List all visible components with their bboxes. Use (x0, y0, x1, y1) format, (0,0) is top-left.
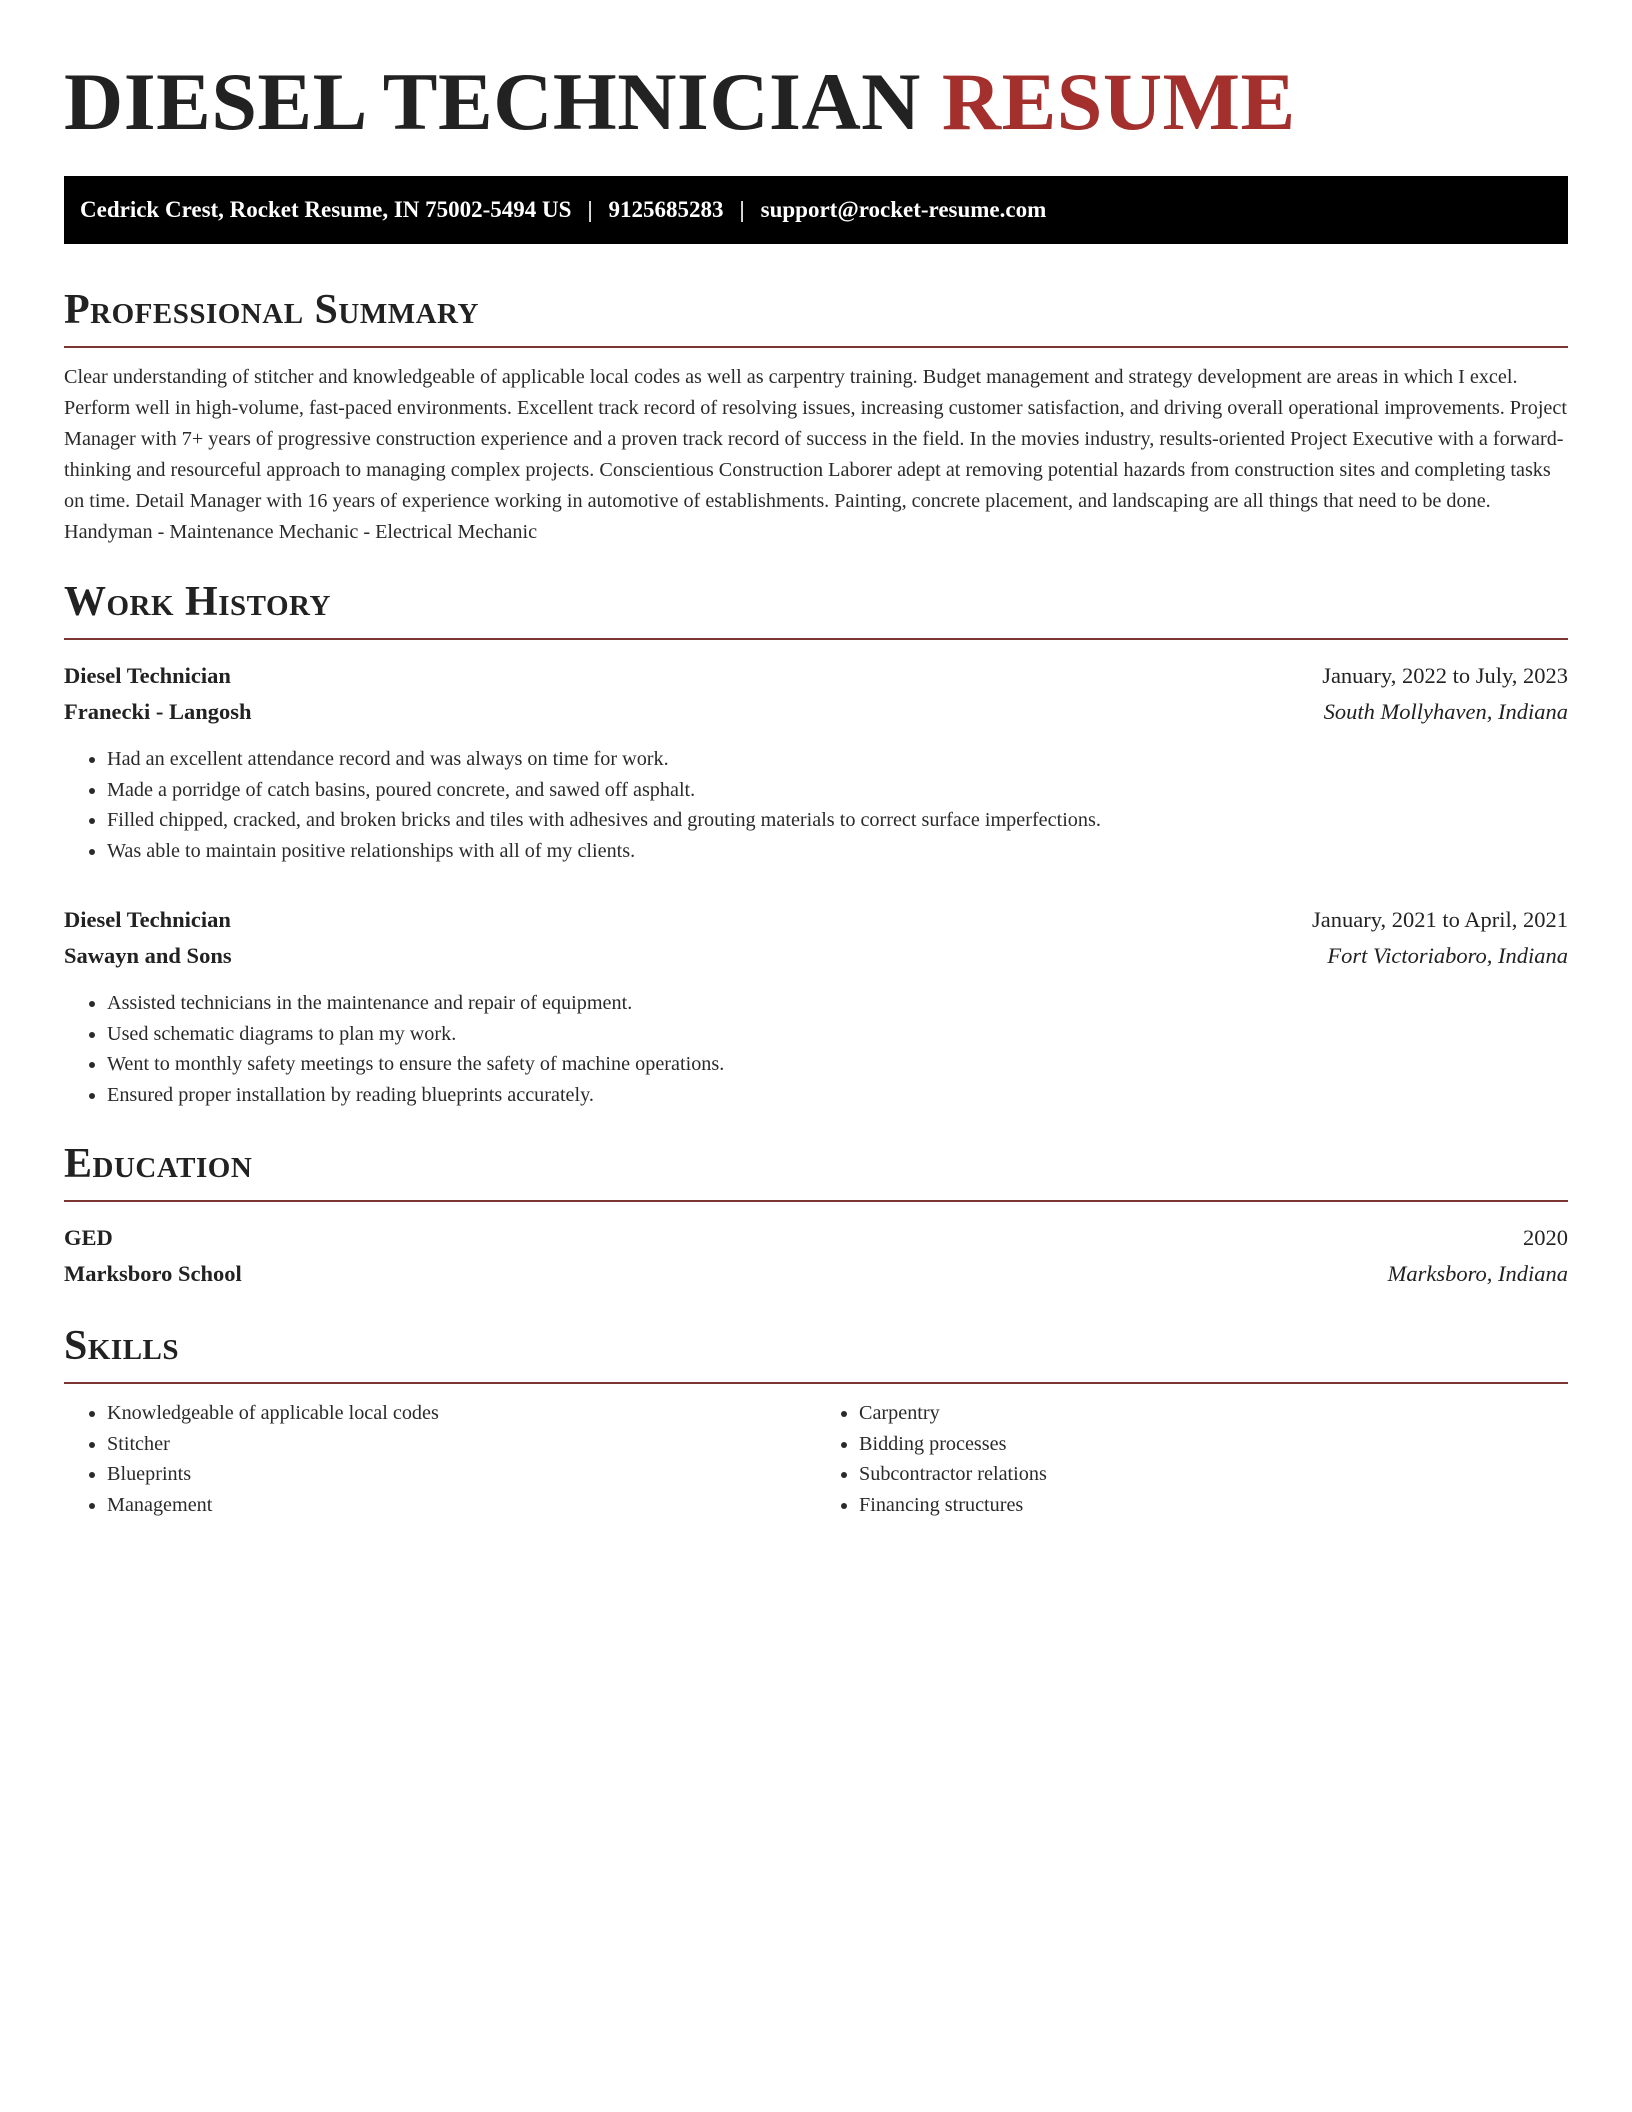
duty-item: • Ensured proper installation by reading blueprints accurately. (107, 1080, 1568, 1111)
skill-item: • Bidding processes (859, 1429, 1568, 1460)
duty-item: • Used schematic diagrams to plan my work. (107, 1019, 1568, 1050)
job-entry (64, 902, 1568, 1110)
contact-bar (64, 176, 1568, 244)
skill-item: • Subcontractor relations (859, 1459, 1568, 1490)
duty-item: • Filled chipped, cracked, and broken bricks and tiles with adhesives and grouting materials to correct surface imperfections. (107, 805, 1568, 836)
section-divider (64, 1200, 1568, 1202)
education-degree: GED (64, 1225, 113, 1250)
contact-phone: 9125685283 (608, 197, 724, 222)
section-divider (64, 638, 1568, 640)
contact-address: Cedrick Crest, Rocket Resume, IN 75002-5494 US (80, 197, 572, 222)
duty-item: • Went to monthly safety meetings to ensure the safety of machine operations. (107, 1049, 1568, 1080)
skill-item: • Financing structures (859, 1490, 1568, 1521)
skills-section (64, 1320, 1568, 1520)
contact-separator: | (739, 197, 745, 222)
education-section (64, 1138, 1568, 1292)
duty-item: • Assisted technicians in the maintenance and repair of equipment. (107, 988, 1568, 1019)
contact-separator: | (587, 197, 593, 222)
summary-text: Clear understanding of stitcher and knowledgeable of applicable local codes as well as carpentry training. Budget management and strategy development are areas in which I excel. Perform well in high-volume, fast-paced environments. Excellent track record of resolving issues, increasing customer satisfaction, and driving overall operational improvements. Project Manager with 7+ years of progressive construction experience and a proven track record of success in the field. In the movies industry, results-oriented Project Executive with a forward-thinking and resourceful approach to managing complex projects. Conscientious Construction Laborer adept at removing potential hazards from construction sites and completing tasks on time. Detail Manager with 16 years of experience working in automotive of establishments. Painting, concrete placement, and landscaping are all things that need to be done. Handyman - Maintenance Mechanic - Electrical Mechanic (64, 366, 1567, 543)
work-history-section (64, 576, 1568, 1110)
job-title: Diesel Technician (64, 663, 231, 688)
skills-grid (64, 1398, 1568, 1520)
skill-item: • Stitcher (107, 1429, 816, 1460)
duty-item: • Had an excellent attendance record and was always on time for work. (107, 744, 1568, 775)
section-divider (64, 346, 1568, 348)
job-title: Diesel Technician (64, 907, 231, 932)
skill-item: • Knowledgeable of applicable local codes (107, 1398, 816, 1429)
job-location: Fort Victoriaboro, Indiana (1327, 943, 1568, 968)
job-duties (64, 988, 1568, 1110)
work-history-heading: Work History (64, 579, 331, 625)
job-company: Franecki - Langosh (64, 699, 252, 724)
skills-column-right (816, 1398, 1568, 1520)
job-duties (64, 744, 1568, 866)
job-entry (64, 658, 1568, 866)
education-location: Marksboro, Indiana (1387, 1261, 1568, 1286)
skills-heading: Skills (64, 1323, 180, 1369)
section-divider (64, 1382, 1568, 1384)
skills-column-left (64, 1398, 816, 1520)
job-dates: January, 2021 to April, 2021 (1311, 907, 1568, 932)
job-location: South Mollyhaven, Indiana (1323, 699, 1568, 724)
education-school: Marksboro School (64, 1261, 242, 1286)
skill-item: • Management (107, 1490, 816, 1521)
education-year: 2020 (1523, 1225, 1568, 1250)
title-accent: RESUME (941, 56, 1296, 147)
education-heading: Education (64, 1141, 253, 1187)
resume-title (64, 0, 1568, 152)
summary-section (64, 284, 1568, 548)
education-entry (64, 1220, 1568, 1292)
skill-item: • Blueprints (107, 1459, 816, 1490)
job-dates: January, 2022 to July, 2023 (1322, 663, 1568, 688)
summary-heading: Professional Summary (64, 287, 479, 333)
contact-email: support@rocket-resume.com (760, 197, 1047, 222)
duty-item: • Made a porridge of catch basins, poured concrete, and sawed off asphalt. (107, 775, 1568, 806)
job-company: Sawayn and Sons (64, 943, 232, 968)
title-main: DIESEL TECHNICIAN (64, 56, 921, 147)
skill-item: • Carpentry (859, 1398, 1568, 1429)
duty-item: • Was able to maintain positive relationships with all of my clients. (107, 836, 1568, 867)
